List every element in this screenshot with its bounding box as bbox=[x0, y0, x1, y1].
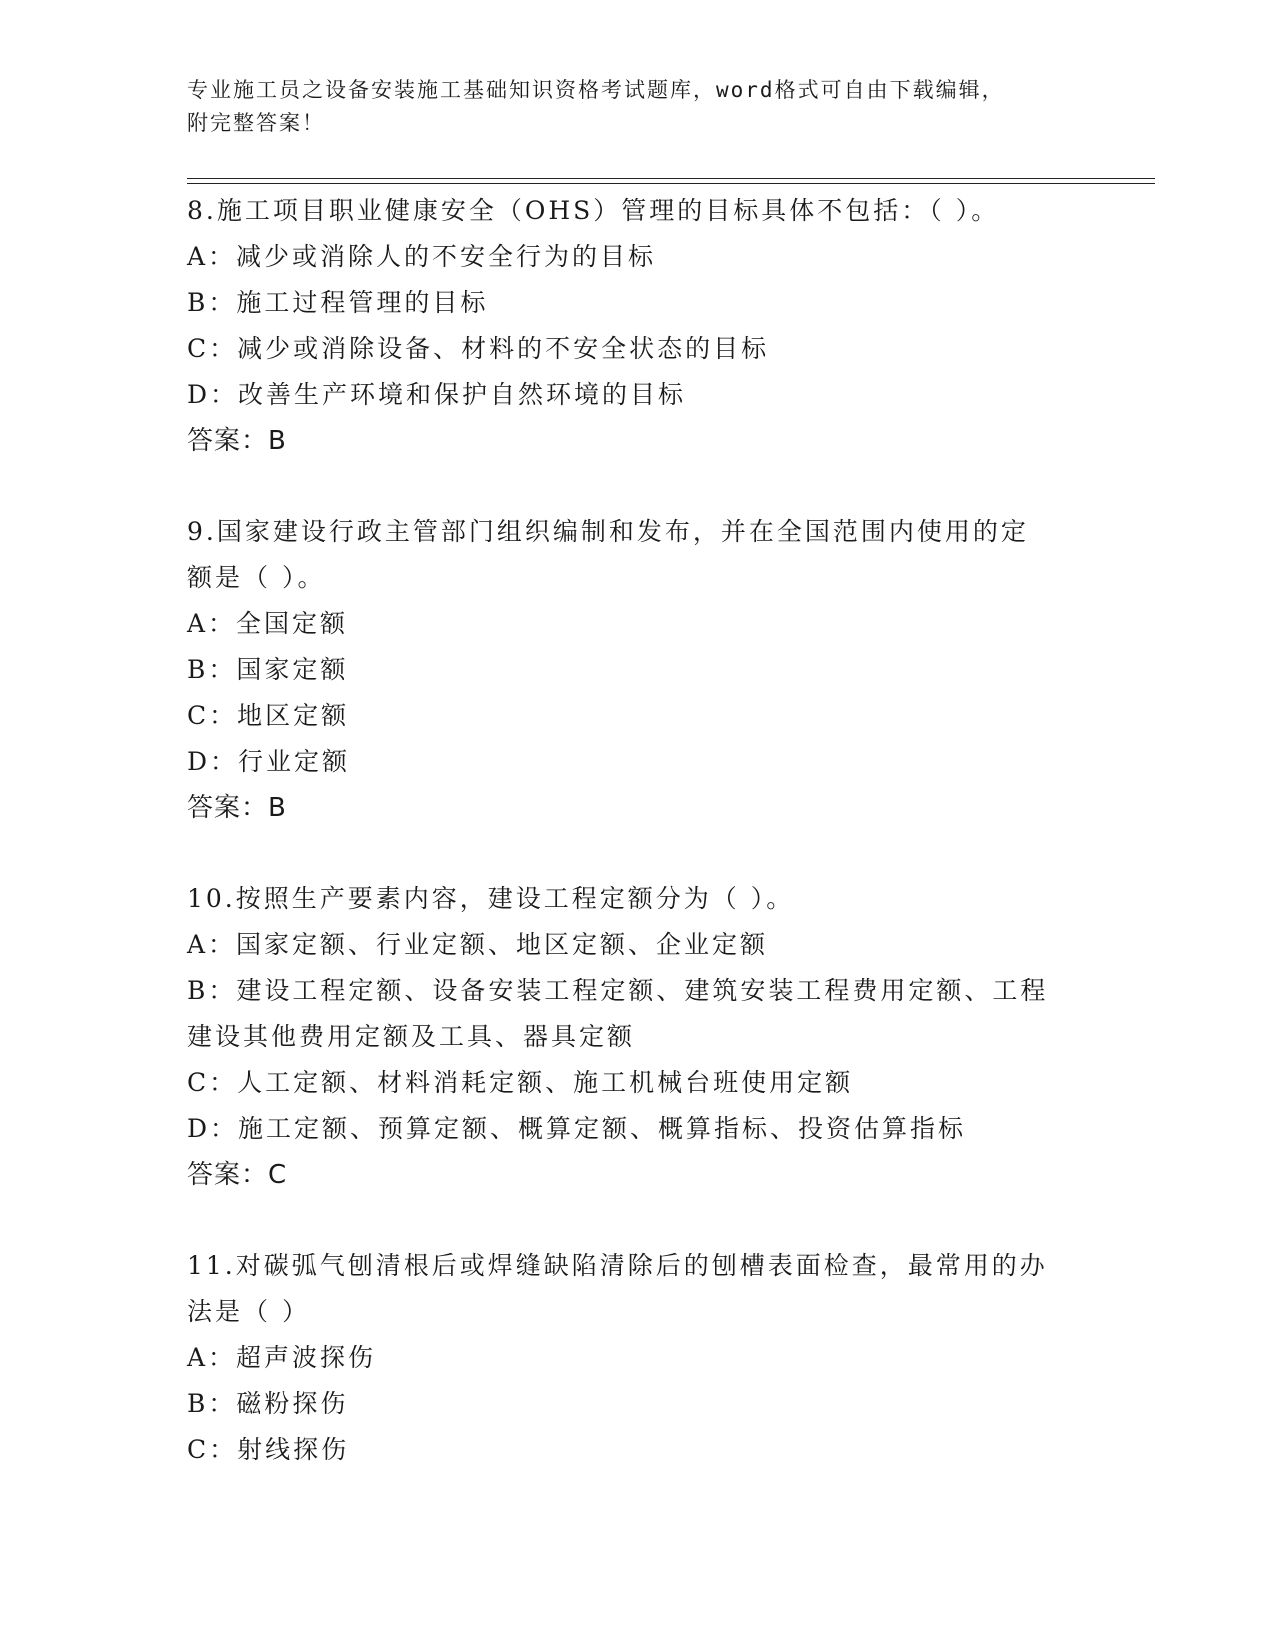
answer-option: C：人工定额、材料消耗定额、施工机械台班使用定额 bbox=[187, 1068, 854, 1097]
answer-option: C：减少或消除设备、材料的不安全状态的目标 bbox=[187, 334, 770, 363]
answer-option: D：改善生产环境和保护自然环境的目标 bbox=[187, 380, 687, 409]
answer-option: A：国家定额、行业定额、地区定额、企业定额 bbox=[187, 930, 769, 959]
answer-option: B：国家定额 bbox=[187, 655, 349, 684]
answer-option: B：建设工程定额、设备安装工程定额、建筑安装工程费用定额、工程 bbox=[187, 976, 1049, 1005]
answer-key: 答案：B bbox=[187, 793, 287, 823]
question-spacer bbox=[187, 1198, 1087, 1243]
answer-option: B：磁粉探伤 bbox=[187, 1389, 349, 1418]
question-block bbox=[187, 1243, 1087, 1473]
header-divider-top bbox=[187, 178, 1155, 179]
header-line-2: 附完整答案！ bbox=[187, 111, 325, 135]
question-stem: 10.按照生产要素内容，建设工程定额分为（ ）。 bbox=[187, 884, 795, 913]
question-stem: 11.对碳弧气刨清根后或焊缝缺陷清除后的刨槽表面检查，最常用的办 bbox=[187, 1251, 1048, 1280]
answer-option: D：行业定额 bbox=[187, 747, 351, 776]
question-block bbox=[187, 876, 1087, 1243]
header-divider-bottom bbox=[187, 183, 1155, 184]
answer-option: A：全国定额 bbox=[187, 609, 349, 638]
answer-option: B：施工过程管理的目标 bbox=[187, 288, 489, 317]
question-stem: 额是（ ）。 bbox=[187, 563, 326, 592]
answer-key: 答案：B bbox=[187, 426, 287, 456]
question-spacer bbox=[187, 464, 1087, 509]
question-block bbox=[187, 509, 1087, 876]
document-header bbox=[187, 74, 1087, 140]
question-spacer bbox=[187, 831, 1087, 876]
question-stem: 8.施工项目职业健康安全（OHS）管理的目标具体不包括：（ ）。 bbox=[187, 196, 1000, 225]
answer-option: A：超声波探伤 bbox=[187, 1343, 377, 1372]
answer-option: C：射线探伤 bbox=[187, 1435, 350, 1464]
answer-option: D：施工定额、预算定额、概算定额、概算指标、投资估算指标 bbox=[187, 1114, 967, 1143]
header-line-1: 专业施工员之设备安装施工基础知识资格考试题库，word格式可自由下载编辑， bbox=[187, 78, 1005, 102]
question-block bbox=[187, 188, 1087, 509]
question-stem: 9.国家建设行政主管部门组织编制和发布，并在全国范围内使用的定 bbox=[187, 517, 1029, 546]
answer-option: A：减少或消除人的不安全行为的目标 bbox=[187, 242, 657, 271]
answer-option: C：地区定额 bbox=[187, 701, 350, 730]
question-stem: 法是（ ） bbox=[187, 1297, 310, 1326]
answer-key: 答案：C bbox=[187, 1160, 288, 1190]
answer-option: 建设其他费用定额及工具、器具定额 bbox=[187, 1022, 636, 1051]
question-list bbox=[187, 188, 1087, 1473]
